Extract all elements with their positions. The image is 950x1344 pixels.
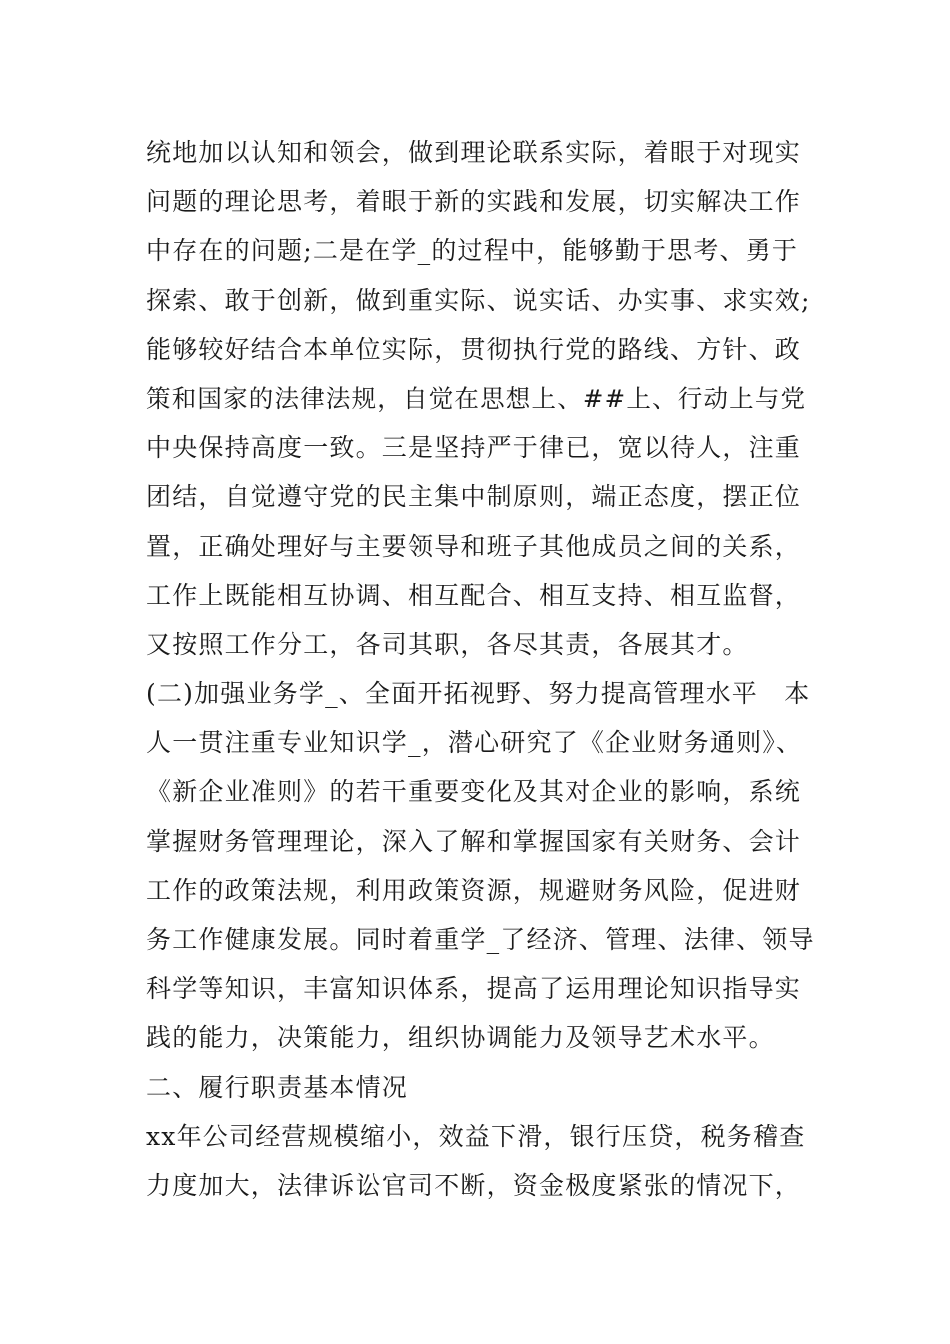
text-line: 能够较好结合本单位实际，贯彻执行党的路线、方针、政 (146, 334, 802, 364)
text-line: 中存在的问题;二是在学_的过程中，能够勤于思考、勇于 (146, 236, 799, 266)
text-line: xx年公司经营规模缩小，效益下滑，银行压贷，税务稽查 (146, 1121, 806, 1151)
text-line: 科学等知识，丰富知识体系，提高了运用理论知识指导实 (146, 974, 802, 1004)
text-line: 探索、敢于创新，做到重实际、说实话、办实事、求实效; (146, 285, 811, 315)
text-line: 工作上既能相互协调、相互配合、相互支持、相互监督， (146, 580, 802, 610)
text-line: 又按照工作分工，各司其职，各尽其责，各展其才。 (146, 629, 749, 659)
text-line: 统地加以认知和领会，做到理论联系实际，着眼于对现实 (146, 138, 802, 167)
text-line: 践的能力，决策能力，组织协调能力及领导艺术水平。 (146, 1023, 775, 1053)
section-heading: 二、履行职责基本情况 (146, 1072, 409, 1102)
text-line: 务工作健康发展。同时着重学_了经济、管理、法律、领导 (146, 925, 815, 954)
text-line: 《新企业准则》的若干重要变化及其对企业的影响，系统 (146, 777, 802, 807)
text-line: 策和国家的法律法规，自觉在思想上、##上、行动上与党 (146, 383, 807, 413)
text-line: 团结，自觉遵守党的民主集中制原则，端正态度，摆正位 (146, 482, 802, 512)
text-line: 置，正确处理好与主要领导和班子其他成员之间的关系， (146, 531, 802, 561)
text-line: 问题的理论思考，着眼于新的实践和发展，切实解决工作 (146, 187, 802, 217)
text-line: 中央保持高度一致。三是坚持严于律已，宽以待人，注重 (146, 433, 802, 463)
text-line: 掌握财务管理理论，深入了解和掌握国家有关财务、会计 (146, 826, 802, 856)
section-heading: (二)加强业务学_、全面开拓视野、努力提高管理水平 本 (146, 679, 811, 709)
text-line: 工作的政策法规，利用政策资源，规避财务风险，促进财 (146, 875, 802, 905)
text-line: 人一贯注重专业知识学_，潜心研究了《企业财务通则》、 (146, 728, 803, 758)
document-body (146, 128, 816, 1210)
text-line: 力度加大，法律诉讼官司不断，资金极度紧张的情况下， (146, 1170, 802, 1200)
